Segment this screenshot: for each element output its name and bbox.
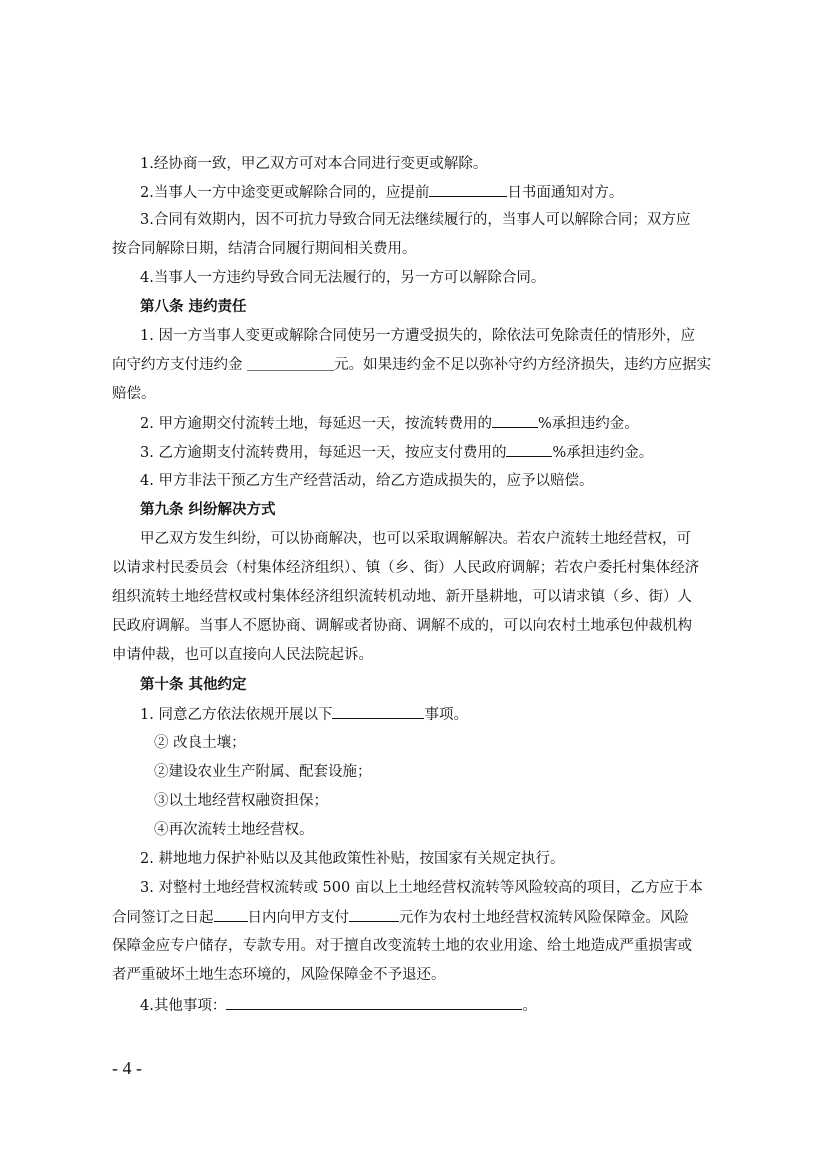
article10-item: ②建设农业生产附属、配套设施； [154, 764, 372, 780]
clause-mod-2 [140, 182, 623, 203]
article10-p3b-text1: 合同签订之日起 [112, 910, 214, 926]
article8-p3-text: 3. 乙方逾期支付流转费用，每延迟一天，按应支付费用的 [140, 445, 507, 461]
article8-p2-text: 2. 甲方逾期交付流转土地，每延迟一天，按流转费用的 [140, 416, 492, 432]
blank-other-matters [226, 995, 522, 1010]
clause-mod-3b: 按合同解除日期，结清合同履行期间相关费用。 [112, 241, 417, 257]
article10-item: ④再次流转土地经营权。 [154, 822, 314, 838]
blank-penalty-rate-b [506, 442, 552, 457]
article8-p4: 4. 甲方非法干预乙方生产经营活动，给乙方造成损失的，应予以赔偿。 [140, 473, 594, 489]
article9-line: 申请仲裁，也可以直接向人民法院起诉。 [112, 647, 373, 663]
article10-p2: 2. 耕地地力保护补贴以及其他政策性补贴，按国家有关规定执行。 [140, 851, 565, 867]
article10-item: ③以土地经营权融资担保； [154, 793, 328, 809]
clause-mod-4: 4.当事人一方违约导致合同无法履行的，另一方可以解除合同。 [140, 270, 546, 286]
article9-line: 民政府调解。当事人不愿协商、调解或者协商、调解不成的，可以向农村土地承包仲裁机构 [112, 618, 692, 634]
article9-line: 以请求村民委员会（村集体经济组织）、镇（乡、街）人民政府调解；若农户委托村集体经济 [112, 560, 700, 576]
article10-p3c: 保障金应专户储存，专款专用。对于擅自改变流转土地的农业用途、给土地造成严重损害或 [112, 938, 692, 954]
article9-line: 组织流转土地经营权或村集体经济组织流转机动地、新开垦耕地，可以请求镇（乡、街）人 [112, 589, 692, 605]
clause-mod-2-text: 2.当事人一方中途变更或解除合同的，应提前 [140, 185, 430, 201]
blank-deposit-days [214, 907, 248, 922]
article10-p4-tail: 。 [522, 998, 537, 1014]
article10-p3b-text3: 元作为农村土地经营权流转风险保障金。风险 [399, 910, 689, 926]
article8-p3-tail: %承担违约金。 [552, 445, 654, 461]
article9-title: 第九条 纠纷解决方式 [140, 501, 276, 518]
clause-mod-2-tail: 日书面通知对方。 [507, 185, 624, 201]
blank-permitted-matters [332, 704, 424, 719]
article8-p1b: 向守约方支付违约金 ＿＿＿＿＿＿元。如果违约金不足以弥补守约方经济损失，违约方应据实 [112, 357, 712, 373]
article10-p3a: 3. 对整村土地经营权流转或 500 亩以上土地经营权流转等风险较高的项目，乙方应于本 [140, 880, 703, 896]
blank-notice-days [429, 182, 507, 197]
page-number: - 4 - [112, 1058, 142, 1078]
article8-p2-tail: %承担违约金。 [537, 416, 639, 432]
clause-mod-3a: 3.合同有效期内，因不可抗力导致合同无法继续履行的，当事人可以解除合同；双方应 [140, 212, 691, 228]
clause-mod-1: 1.经协商一致，甲乙双方可对本合同进行变更或解除。 [140, 156, 488, 172]
article8-p2 [140, 413, 639, 434]
article10-p1-text: 1. 同意乙方依法依规开展以下 [140, 707, 333, 723]
blank-deposit-amount [349, 907, 399, 922]
article8-p1c: 赔偿。 [112, 386, 156, 402]
article10-title: 第十条 其他约定 [140, 676, 247, 693]
article9-line: 甲乙双方发生纠纷，可以协商解决，也可以采取调解解决。若农户流转土地经营权，可 [140, 531, 691, 547]
article10-p4-text: 4.其他事项： [140, 998, 227, 1014]
article8-p1a: 1. 因一方当事人变更或解除合同使另一方遭受损失的，除依法可免除责任的情形外，应 [140, 328, 695, 344]
article10-p1 [140, 704, 468, 725]
article10-p3b-text2: 日内向甲方支付 [247, 910, 349, 926]
article10-p3b [112, 907, 689, 928]
article10-p3d: 者严重破坏土地生态环境的，风险保障金不予退还。 [112, 967, 446, 983]
article10-item: ② 改良土壤； [154, 735, 246, 751]
blank-penalty-rate-a [492, 413, 538, 428]
article8-p3 [140, 442, 653, 463]
article10-p1-tail: 事项。 [424, 707, 468, 723]
article10-p4 [140, 995, 537, 1016]
article8-title: 第八条 违约责任 [140, 298, 247, 315]
